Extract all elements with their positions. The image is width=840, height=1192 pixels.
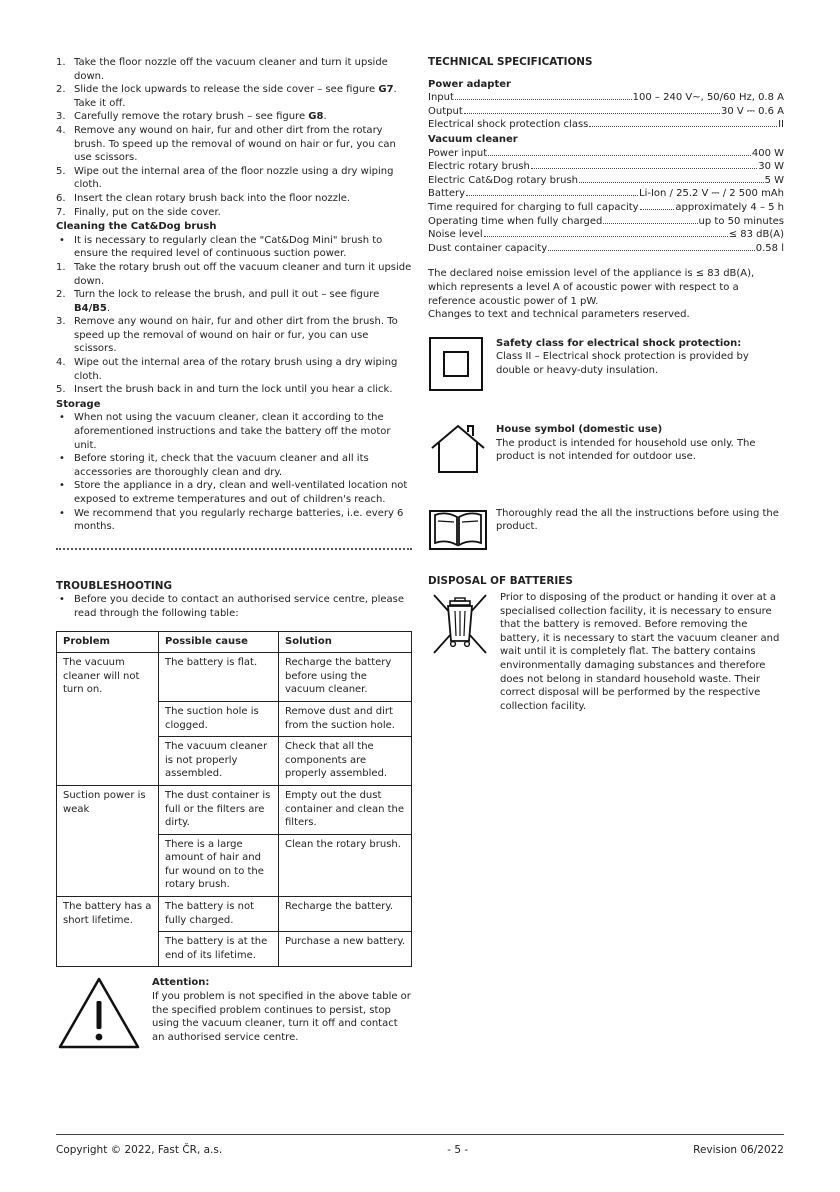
- house-symbol-block: [428, 422, 784, 481]
- bullet-mark: •: [59, 507, 65, 519]
- step-text-main: Wipe out the internal area of the rotary brush using a dry wiping cloth.: [74, 357, 398, 382]
- step-text-main: Insert the brush back in and turn the lock until you hear a click.: [74, 384, 393, 396]
- catdog-cleaning-steps: [56, 261, 412, 397]
- solution-cell: Empty out the dust container and clean the filters.: [279, 785, 412, 834]
- spec-label: Input: [428, 92, 454, 104]
- open-book-icon: [428, 505, 496, 556]
- list-item: [56, 507, 412, 534]
- dot-leader: [531, 168, 757, 169]
- cause-cell: The battery is flat.: [159, 653, 279, 702]
- dot-leader: [488, 155, 751, 156]
- dot-leader: [466, 195, 638, 196]
- solution-cell: Recharge the battery before using the vacuum cleaner.: [279, 653, 412, 702]
- list-item: [56, 288, 412, 315]
- list-item: [56, 383, 412, 397]
- spec-value: II: [778, 119, 784, 131]
- step-number: 1.: [56, 57, 66, 68]
- step-number: 4.: [56, 357, 66, 369]
- spec-row: [428, 187, 784, 201]
- list-item: [56, 165, 412, 192]
- list-item: [56, 56, 412, 83]
- step-text-after: . Take it off.: [74, 84, 397, 109]
- step-number: 4.: [56, 124, 66, 136]
- step-text-after: .: [106, 302, 110, 314]
- spec-value: approximately 4 – 5 h: [675, 201, 784, 213]
- nozzle-cleaning-steps: [56, 56, 412, 219]
- dot-leader: [589, 126, 777, 127]
- step-text-main: Take the floor nozzle off the vacuum cleaner and turn it upside down.: [74, 57, 388, 82]
- spec-label: Output: [428, 105, 463, 117]
- double-square-icon: [428, 336, 496, 397]
- solution-cell: Clean the rotary brush.: [279, 834, 412, 896]
- page-footer: [56, 1134, 784, 1158]
- solution-cell: Check that all the components are properly assembled.: [279, 737, 412, 786]
- spec-value: Li-Ion / 25.2 V ⎓ / 2 500 mAh: [639, 188, 784, 200]
- troubleshooting-title: TROUBLESHOOTING: [56, 579, 173, 592]
- header-cause: Possible cause: [159, 631, 279, 653]
- step-number: 3.: [56, 111, 66, 123]
- step-text-main: Wipe out the internal area of the floor nozzle using a dry wiping cloth.: [74, 165, 394, 191]
- step-text-main: Remove any wound on hair, fur and other dirt from the rotary brush. To speed up the removal of wound on hair or fur, you can use scissors.: [74, 124, 396, 164]
- manual-symbol-block: [428, 505, 784, 556]
- dot-leader: [464, 113, 720, 114]
- dotted-divider: [56, 544, 412, 550]
- step-number: 2.: [56, 84, 66, 96]
- left-column: [56, 56, 412, 1056]
- attention-title: Attention:: [152, 977, 210, 989]
- spec-row: [428, 201, 784, 215]
- storage-title: Storage: [56, 398, 101, 410]
- spec-row: [428, 242, 784, 256]
- storage-text: Before storing it, check that the vacuum cleaner and all its accessories are thoroughly clean and dry.: [74, 453, 369, 478]
- spec-row: [428, 215, 784, 229]
- table-row: [57, 897, 412, 932]
- house-title: House symbol (domestic use): [496, 424, 663, 436]
- copyright: Copyright © 2022, Fast ČR, a.s.: [56, 1144, 223, 1156]
- problem-cell: The battery has a short lifetime.: [57, 897, 159, 967]
- noise-note: The declared noise emission level of the appliance is ≤ 83 dB(A), which represents a level A of acoustic power with respect to a reference acoustic power of 1 pW.: [428, 268, 755, 307]
- attention-text: If you problem is not specified in the above table or the specified problem continues to persist, stop using the vacuum cleaner, turn it off and contact an authorised service centre.: [152, 991, 411, 1043]
- list-item: [56, 356, 412, 383]
- safety-title: Safety class for electrical shock protection:: [496, 337, 742, 349]
- bullet-mark: •: [59, 234, 65, 246]
- troubleshooting-intro: • Before you decide to contact an authorised service centre, please read through the following table:: [56, 593, 412, 620]
- step-text: [74, 56, 412, 83]
- page-number: - 5 -: [447, 1144, 469, 1156]
- spec-value: 30 W: [758, 161, 784, 173]
- solution-cell: Purchase a new battery.: [279, 932, 412, 967]
- tech-specs-title: TECHNICAL SPECIFICATIONS: [428, 56, 593, 68]
- step-number: 3.: [56, 316, 66, 328]
- revision: Revision 06/2022: [693, 1144, 784, 1156]
- storage-text: Store the appliance in a dry, clean and well-ventilated location not exposed to extreme temperatures and out of children's reach.: [74, 480, 408, 505]
- spec-label: Electrical shock protection class: [428, 119, 589, 131]
- attention-block: [56, 975, 412, 1056]
- safety-class-block: [428, 336, 784, 397]
- spec-label: Noise level: [428, 229, 483, 241]
- step-text: [74, 206, 412, 220]
- list-item: [56, 315, 412, 356]
- right-column: [428, 56, 784, 713]
- step-text-main: Turn the lock to release the brush, and pull it out – see figure: [74, 289, 380, 301]
- spec-value: 5 W: [764, 174, 784, 186]
- spec-row: [428, 147, 784, 161]
- table-row: [57, 653, 412, 702]
- header-solution: Solution: [279, 631, 412, 653]
- dot-leader: [484, 236, 728, 237]
- spec-label: Electric Cat&Dog rotary brush: [428, 174, 579, 186]
- changes-note: Changes to text and technical parameters reserved.: [428, 309, 690, 321]
- spec-label: Electric rotary brush: [428, 161, 530, 173]
- spec-row: [428, 160, 784, 174]
- list-item: [56, 479, 412, 506]
- list-item: [56, 110, 412, 124]
- spec-row: [428, 118, 784, 132]
- catdog-bullet: • It is necessary to regularly clean the "Cat&Dog Mini" brush to ensure the required level of continuous suction power.: [56, 234, 412, 261]
- spec-label: Battery: [428, 188, 466, 200]
- problem-cell: The vacuum cleaner will not turn on.: [57, 653, 159, 786]
- step-number: 1.: [56, 261, 66, 273]
- step-text-main: Insert the clean rotary brush back into the floor nozzle.: [74, 192, 351, 204]
- storage-list: [56, 411, 412, 533]
- catdog-title: Cleaning the Cat&Dog brush: [56, 221, 217, 233]
- safety-text: Class II – Electrical shock protection is provided by double or heavy-duty insulation.: [496, 351, 749, 376]
- figure-ref: B4/B5: [74, 302, 107, 314]
- dot-leader: [548, 250, 755, 251]
- vacuum-cleaner-title: Vacuum cleaner: [428, 133, 518, 145]
- cause-cell: The battery is at the end of its lifetime.: [159, 932, 279, 967]
- disposal-block: [428, 591, 784, 713]
- warning-icon: [56, 975, 152, 1056]
- step-text: [74, 288, 412, 315]
- spec-row: [428, 228, 784, 242]
- list-item: [56, 83, 412, 110]
- storage-text: We recommend that you regularly recharge batteries, i.e. every 6 months.: [74, 507, 404, 533]
- cause-cell: The suction hole is clogged.: [159, 701, 279, 736]
- step-text-main: Finally, put on the side cover.: [74, 206, 221, 218]
- step-text: [74, 124, 412, 165]
- list-item: [56, 411, 412, 452]
- step-text: [74, 315, 412, 356]
- step-number: 2.: [56, 289, 66, 301]
- dot-leader: [603, 223, 697, 224]
- step-text: [74, 110, 412, 124]
- spec-value: 0.58 l: [755, 242, 784, 254]
- book-text: Thoroughly read the all the instructions before using the product.: [496, 507, 779, 533]
- table-header-row: [57, 631, 412, 653]
- power-adapter-title: Power adapter: [428, 78, 511, 90]
- list-item: [56, 192, 412, 206]
- spec-row: [428, 91, 784, 105]
- dot-leader: [640, 209, 675, 210]
- troubleshooting-table: [56, 631, 412, 968]
- table-row: [57, 785, 412, 834]
- house-icon: [428, 422, 496, 481]
- figure-ref: G7: [378, 84, 394, 96]
- cause-cell: The battery is not fully charged.: [159, 897, 279, 932]
- solution-cell: Remove dust and dirt from the suction hole.: [279, 701, 412, 736]
- step-number: 5.: [56, 165, 66, 177]
- cause-cell: The vacuum cleaner is not properly assembled.: [159, 737, 279, 786]
- cleaner-specs: [428, 147, 784, 256]
- spec-label: Power input: [428, 147, 488, 159]
- dot-leader: [579, 182, 764, 183]
- header-problem: Problem: [57, 631, 159, 653]
- disposal-title: DISPOSAL OF BATTERIES: [428, 575, 573, 588]
- spec-row: [428, 105, 784, 119]
- step-text: [74, 192, 412, 206]
- bullet-mark: •: [59, 594, 65, 606]
- step-text: [74, 165, 412, 192]
- adapter-specs: [428, 91, 784, 132]
- list-item: [56, 124, 412, 165]
- spec-value: up to 50 minutes: [698, 215, 784, 227]
- storage-text: When not using the vacuum cleaner, clean it according to the aforementioned instructions and take the battery off the motor unit.: [74, 412, 391, 451]
- spec-label: Operating time when fully charged: [428, 215, 603, 227]
- spec-value: 100 – 240 V~, 50/60 Hz, 0.8 A: [632, 92, 784, 104]
- solution-cell: Recharge the battery.: [279, 897, 412, 932]
- list-item: [56, 261, 412, 288]
- step-text: [74, 356, 412, 383]
- cause-cell: The dust container is full or the filters are dirty.: [159, 785, 279, 834]
- step-text-after: .: [323, 111, 327, 123]
- figure-ref: G8: [308, 111, 324, 123]
- spec-row: [428, 174, 784, 188]
- dot-leader: [455, 99, 632, 100]
- spec-value: ≤ 83 dB(A): [728, 229, 784, 241]
- list-item: [56, 452, 412, 479]
- step-text: [74, 83, 412, 110]
- spec-value: 400 W: [751, 147, 784, 159]
- step-text-main: Carefully remove the rotary brush – see figure: [74, 111, 309, 123]
- spec-label: Dust container capacity: [428, 242, 548, 254]
- spec-label: Time required for charging to full capacity: [428, 201, 639, 213]
- bullet-mark: •: [59, 480, 65, 492]
- step-text: [74, 261, 412, 288]
- house-text: The product is intended for household use only. The product is not intended for outdoor use.: [496, 437, 756, 463]
- cause-cell: There is a large amount of hair and fur wound on to the rotary brush.: [159, 834, 279, 896]
- step-text-main: Slide the lock upwards to release the side cover – see figure: [74, 84, 379, 96]
- step-number: 5.: [56, 384, 66, 396]
- disposal-text: Prior to disposing of the product or handing it over at a specialised collection facility, it is necessary to ensure that the battery is removed. Before removing the battery, it is necessary to start the vacuum cleaner and wait until it is completely flat. The battery contains environmentally damaging substances and therefore does not belong in standard household waste. Their correct disposal will be performed by the respective collection facility.: [500, 592, 780, 712]
- bullet-mark: •: [59, 412, 65, 424]
- bullet-mark: •: [59, 453, 65, 465]
- step-text-main: Take the rotary brush out off the vacuum cleaner and turn it upside down.: [74, 261, 412, 287]
- step-text: [74, 383, 412, 397]
- list-item: [56, 206, 412, 220]
- step-number: 7.: [56, 206, 66, 218]
- problem-cell: Suction power is weak: [57, 785, 159, 896]
- step-number: 6.: [56, 192, 66, 204]
- step-text-main: Remove any wound on hair, fur and other dirt from the brush. To speed up the removal of wound on hair or fur, you can use scissors.: [74, 316, 398, 355]
- spec-value: 30 V ⎓ 0.6 A: [720, 105, 784, 117]
- crossed-bin-icon: [428, 591, 500, 713]
